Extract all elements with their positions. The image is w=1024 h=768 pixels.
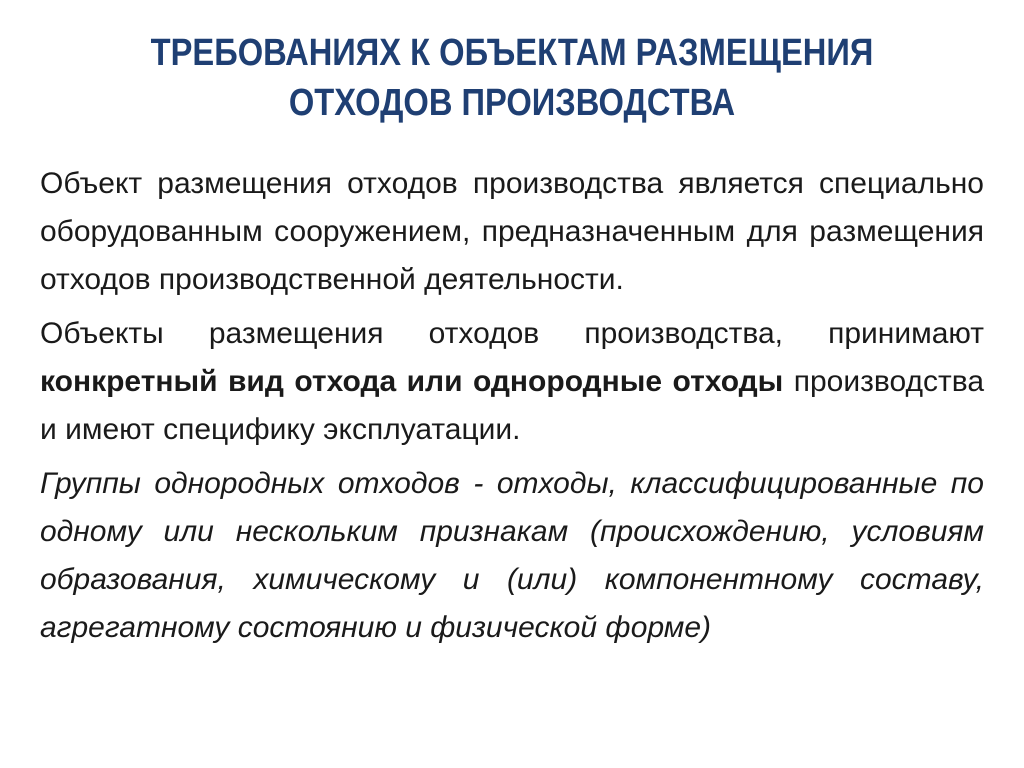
paragraph-groups [40,460,984,652]
paragraph-definition [40,160,984,304]
paragraph-objects-bold: конкретный вид отхода или однородные отходы [40,365,784,398]
paragraph-objects [40,310,984,454]
slide-title [106,28,918,128]
paragraph-objects-start: Объекты размещения отходов производства, принимают [40,317,984,350]
slide-body [40,160,984,658]
paragraph-definition-text: Объект размещения отходов производства является специально оборудованным сооружением, предназначенным для размещения отходов производственной деятельности. [40,167,984,296]
paragraph-groups-text: Группы однородных отходов - отходы, классифицированные по одному или нескольким признакам (происхождению, условиям образования, химическому и (или) компонентному составу, агрегатному состоянию и физической форме) [40,467,984,644]
title-line-2: ОТХОДОВ ПРОИЗВОДСТВА [288,82,736,124]
paragraph-objects-end: производства и имеют специфику эксплуатации. [40,365,985,446]
title-line-1: ТРЕБОВАНИЯХ К ОБЪЕКТАМ РАЗМЕЩЕНИЯ [150,32,874,74]
